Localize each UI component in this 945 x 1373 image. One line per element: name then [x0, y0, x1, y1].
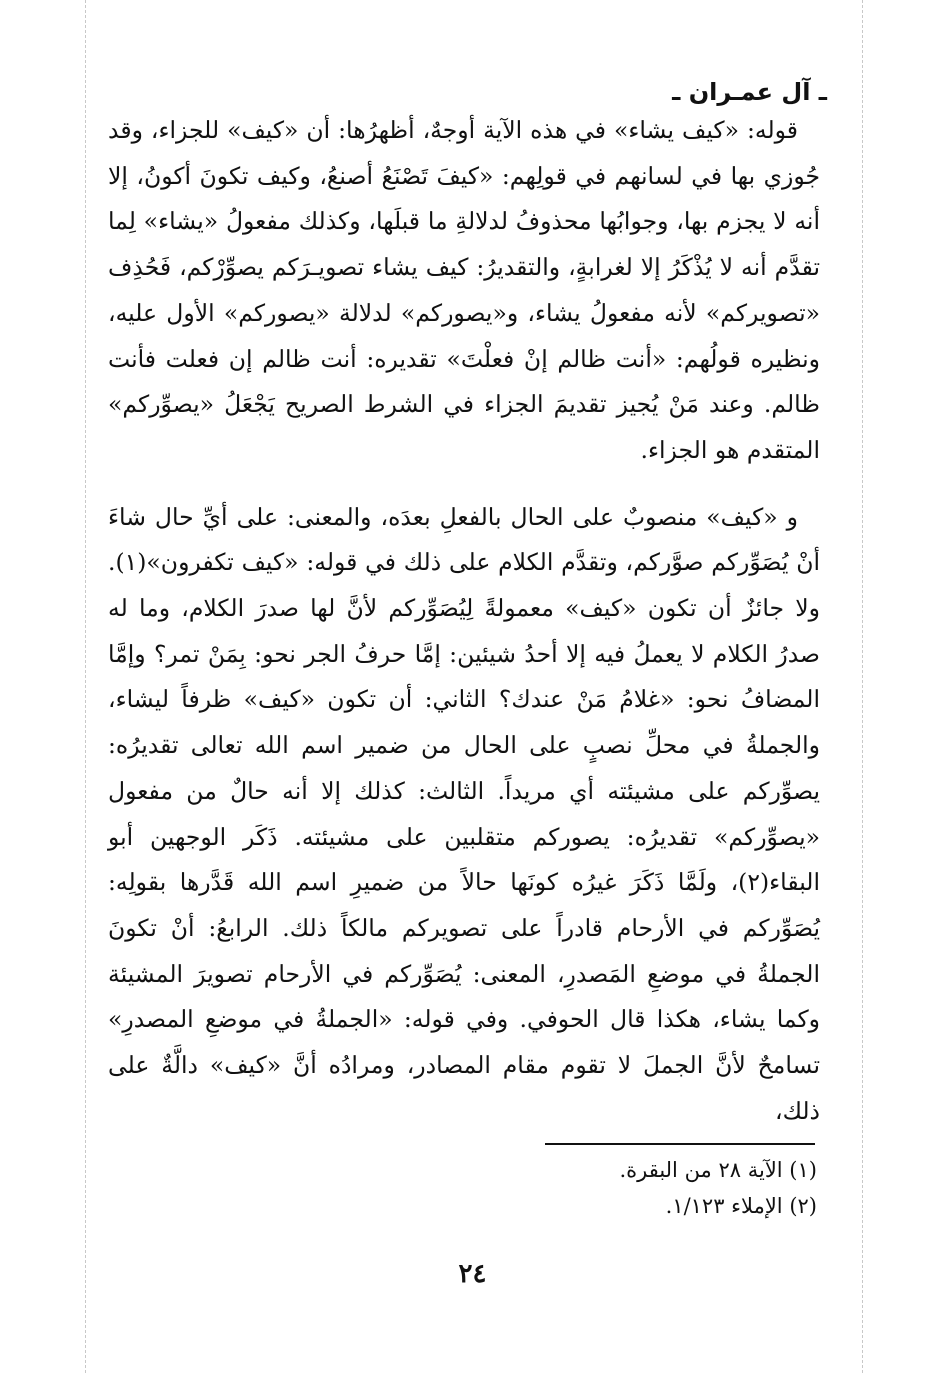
footnote-2: (٢) الإملاء ١/١٢٣.: [665, 1194, 817, 1218]
right-margin-guide: [862, 0, 863, 1373]
left-margin-guide: [85, 0, 86, 1373]
page-number: ٢٤: [458, 1259, 487, 1289]
paragraph-2: و «كيف» منصوبٌ على الحال بالفعلِ بعدَه، والمعنى: على أيِّ حال شاءَ أنْ يُصَوِّركم صوَّركم، وتقدَّم الكلام على ذلك في قوله: «كيف تكفرون»(١). ولا جائزٌ أن تكون «كيف» معمولةً لِيُصَوِّركم لأنَّ لها صدرَ الكلام، وما له صدرُ الكلام لا يعملُ فيه إلا أحدُ شيئين: إمَّا حرفُ الجر نحو: بِمَنْ تمر؟ وإمَّا المضافُ نحو: «غلامُ مَنْ عندك؟ الثاني: أن تكون «كيف» ظرفاً ليشاء، والجملةُ في محلِّ نصبٍ على الحال من ضمير اسم الله تعالى تقديرُه: يصوِّركم على مشيئته أي مريداً. الثالث: كذلك إلا أنه حالٌ من مفعول «يصوِّركم» تقديرُه: يصوركم متقلبين على مشيئته. ذَكَر الوجهين أبو البقاء(٢)، ولَمَّا ذَكَرَ غيرُه كونَها حالاً من ضميرِ اسم الله قَدَّرها بقولِه: يُصَوِّركم في الأرحام قادراً على تصويركم مالكاً ذلك. الرابعُ: أنْ تكونَ الجملةُ في موضعِ المَصدرِ، المعنى: يُصَوِّركم في الأرحام تصويرَ المشيئة وكما يشاء، هكذا قال الحوفي. وفي قوله: «الجملةُ في موضعِ المصدرِ» تسامحٌ لأنَّ الجملَ لا تقوم مقام المصادر، ومرادُه أنَّ «كيف» دالَّةٌ على ذلك،: [108, 502, 820, 1125]
footnote-separator: [545, 1143, 815, 1145]
main-text: [108, 108, 820, 1134]
paragraph-1: قوله: «كيف يشاء» في هذه الآية أوجهٌ، أظهرُها: أن «كيف» للجزاء، وقد جُوزي بها في لسانهم في قولِهم: «كيفَ تَصْنَعُ أصنعُ، وكيف تكونَ أكونُ، إلا أنه لا يجزم بها، وجوابُها محذوفُ لدلالةِ ما قبلَها، وكذلك مفعولُ «يشاء» لِما تقدَّم أنه لا يُذْكَرُ إلا لغرابةٍ، والتقديرُ: كيف يشاء تصويـرَكم يصوِّرْكم، فَحُذِف «تصويركم» لأنه مفعولُ يشاء، و«يصوركم» لدلالة «يصوركم» الأول عليه، ونظيره قولُهم: «أنت ظالم إنْ فعلْتَ» تقديره: أنت ظالم إن فعلت فأنت ظالم. وعند مَنْ يُجيز تقديمَ الجزاء في الشرط الصريح يَجْعَلُ «يصوِّركم» المتقدم هو الجزاء.: [108, 116, 820, 464]
running-header: ـ آل عمـران ـ: [672, 78, 827, 106]
footnotes: [417, 1152, 817, 1224]
footnote-1: (١) الآية ٢٨ من البقرة.: [619, 1158, 817, 1182]
